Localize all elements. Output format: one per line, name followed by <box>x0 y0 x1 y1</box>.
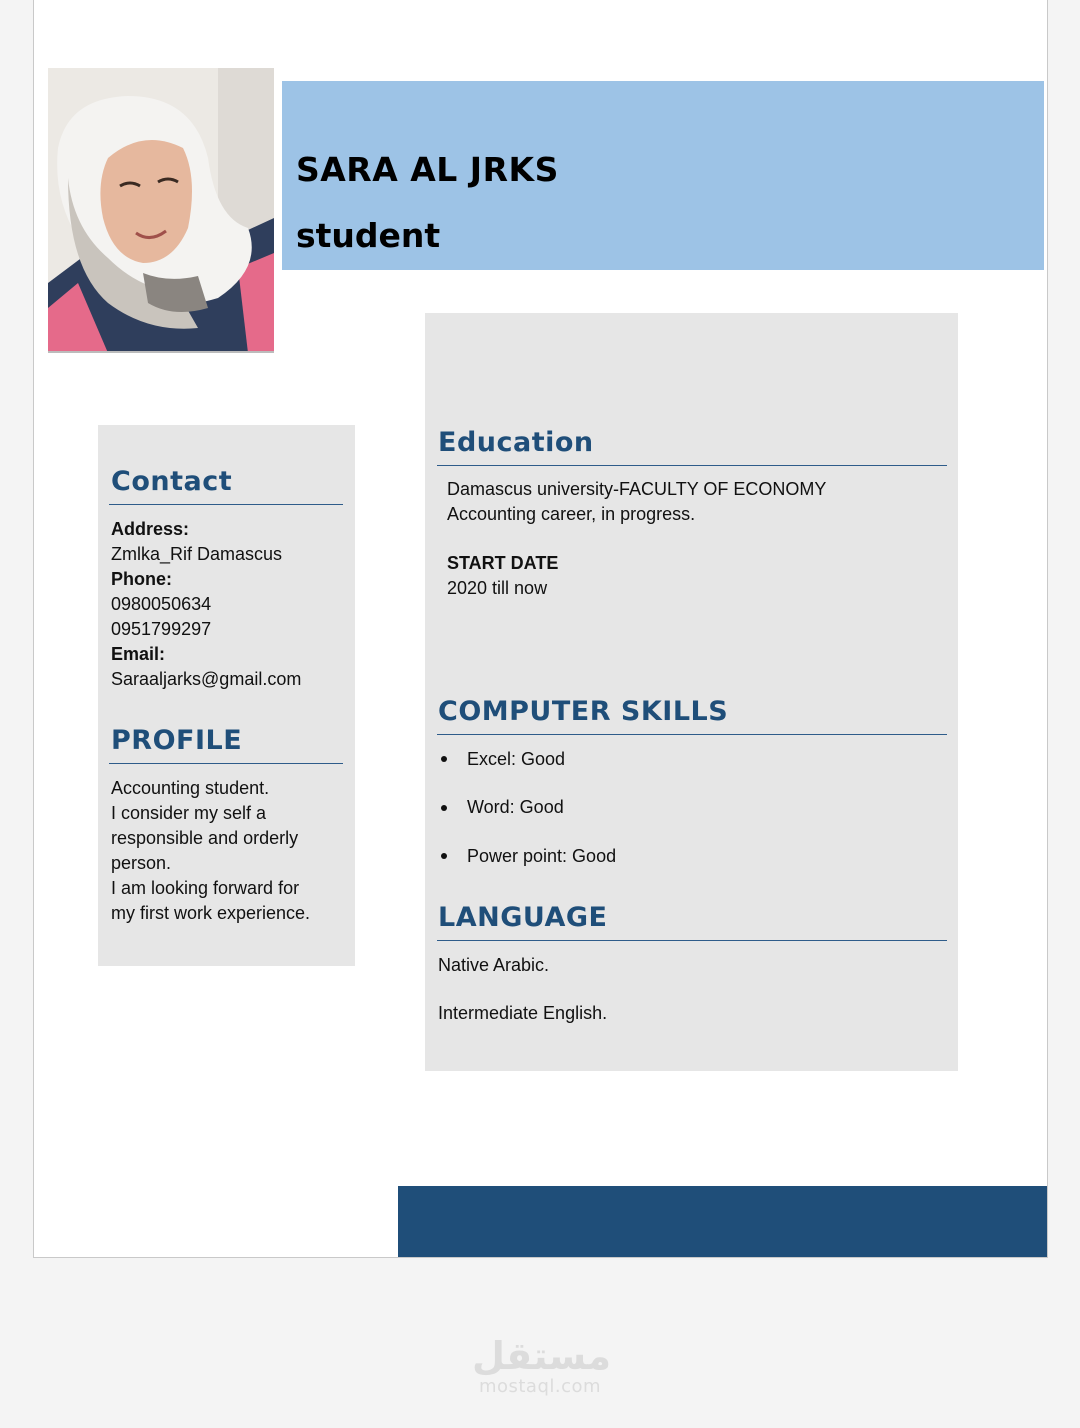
watermark-url: mostaql.com <box>478 1376 602 1397</box>
skill-item: Word: Good <box>467 797 564 817</box>
language-item: Intermediate English. <box>438 1003 608 1023</box>
education-divider <box>437 465 947 466</box>
phone-label: Phone: <box>111 569 172 589</box>
email-value: Saraaljarks@gmail.com <box>111 669 302 689</box>
portrait-image <box>48 68 274 353</box>
language-item: Native Arabic. <box>438 955 550 975</box>
address-label: Address: <box>111 519 190 539</box>
profile-title: PROFILE <box>111 725 243 756</box>
education-title: Education <box>438 427 594 458</box>
profile-line: I am looking forward for <box>111 878 300 898</box>
candidate-role: student <box>296 216 441 255</box>
contact-title: Contact <box>111 466 233 497</box>
skills-divider <box>437 734 947 735</box>
address-value: Zmlka_Rif Damascus <box>111 544 283 564</box>
profile-photo <box>48 68 274 353</box>
profile-line: person. <box>111 853 172 873</box>
profile-line: responsible and orderly <box>111 828 299 848</box>
profile-divider <box>109 763 343 764</box>
language-title: LANGUAGE <box>438 902 608 933</box>
bullet-icon <box>441 805 447 811</box>
start-date-label: START DATE <box>447 553 559 573</box>
profile-line: Accounting student. <box>111 778 270 798</box>
skill-item: Excel: Good <box>467 749 566 769</box>
phone-value-2: 0951799297 <box>111 619 212 639</box>
profile-line: I consider my self a <box>111 803 267 823</box>
education-program: Accounting career, in progress. <box>447 504 696 524</box>
bullet-icon <box>441 853 447 859</box>
email-label: Email: <box>111 644 166 664</box>
skill-item: Power point: Good <box>467 846 617 866</box>
footer-band <box>398 1186 1047 1257</box>
watermark-logo: مستقل <box>472 1334 611 1378</box>
candidate-name: SARA AL JRKS <box>296 150 559 189</box>
education-school: Damascus university-FACULTY OF ECONOMY <box>447 479 827 499</box>
profile-line: my first work experience. <box>111 903 311 923</box>
language-divider <box>437 940 947 941</box>
phone-value-1: 0980050634 <box>111 594 212 614</box>
skills-title: COMPUTER SKILLS <box>438 696 729 727</box>
start-date-value: 2020 till now <box>447 578 548 598</box>
contact-divider <box>109 504 343 505</box>
bullet-icon <box>441 756 447 762</box>
